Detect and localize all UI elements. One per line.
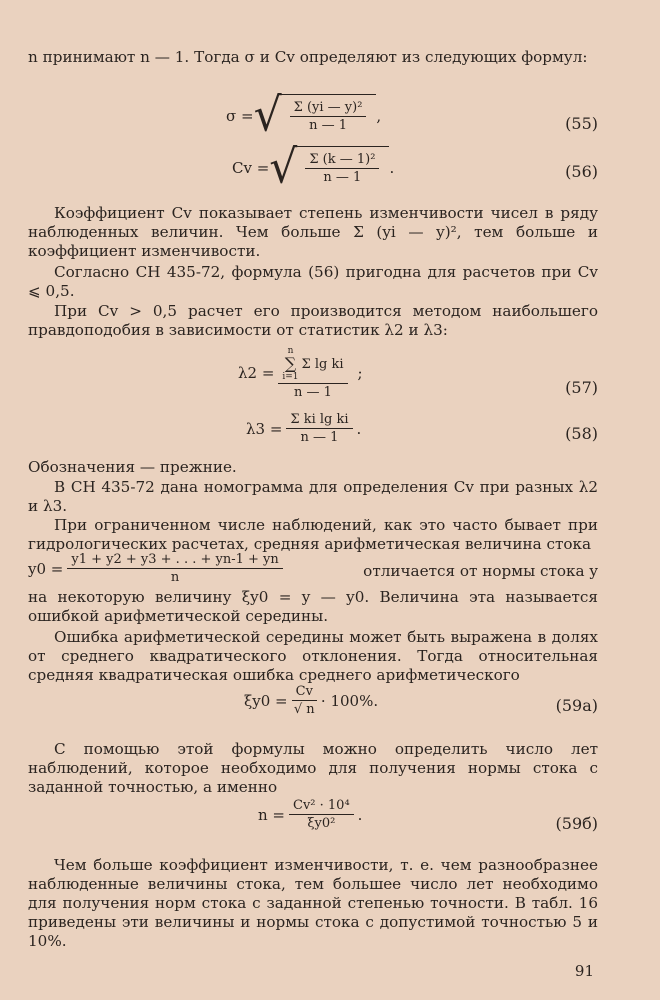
eq58-label: (58) bbox=[565, 424, 598, 443]
formula-y0: y0 = $\frac{y1 + y2 + y3 + . . . + yn-1 + yn}{n}$ bbox=[28, 552, 287, 585]
sqrt: √ $\frac{\text{Σ (yi — y)²}}{n — 1}$ bbox=[254, 94, 377, 138]
eq59a-label: (59a) bbox=[555, 696, 598, 715]
paragraph-differs: отличается от нормы стока y bbox=[363, 562, 598, 580]
eq55-numerator: Σ (yi — y)² bbox=[290, 100, 367, 117]
paragraph-error: на некоторую величину ξy0 = y — y0. Величина эта называется ошибкой арифметической середины. bbox=[28, 588, 598, 625]
paragraph-nomogram: В СН 435-72 дана номограмма для определения Cv при разных λ2 и λ3. bbox=[28, 478, 598, 515]
paragraph-limited-observations: При ограниченном числе наблюдений, как это часто бывает при гидрологических расчетах, средняя арифметическая величина стока bbox=[28, 516, 598, 553]
paragraph-intro: n принимают n — 1. Тогда σ и Cv определяют из следующих формул: bbox=[28, 48, 588, 66]
paragraph-error-fraction: Ошибка арифметической середины может быть выражена в долях от среднего квадратического отклонения. Тогда относительная средняя квадратическая ошибка среднего арифметического bbox=[28, 628, 598, 684]
paragraph-max-likelihood: При Cv > 0,5 расчет его производится методом наибольшего правдоподобия в зависимости от статистик λ2 и λ3: bbox=[28, 302, 598, 339]
formula-56: Cv = √ $\frac{\text{Σ (k — 1)²}}{n — 1}$ . bbox=[232, 140, 395, 195]
paragraph-sn: Согласно СН 435-72, формула (56) пригодна для расчетов при Cv ⩽ 0,5. bbox=[28, 263, 598, 300]
formula-55: σ = √ $\frac{\text{Σ (yi — y)²}}{n — 1}$ , bbox=[226, 88, 382, 143]
formula-57: λ2 = n ∑ i=1 Σ lg ki n — 1 ; bbox=[238, 346, 363, 400]
formula-59a: ξy0 = $\frac{Cv}{√ n}$ · 100%. bbox=[244, 684, 379, 717]
eq56-label: (56) bbox=[565, 162, 598, 181]
paragraph-cv: Коэффициент Cv показывает степень изменчивости чисел в ряду наблюденных величин. Чем больше Σ (yi — y)², тем больше и коэффициент изменчивости. bbox=[28, 204, 598, 260]
paragraph-notation: Обозначения — прежние. bbox=[28, 458, 237, 476]
paragraph-years: С помощью этой формулы можно определить число лет наблюдений, которое необходимо для получения нормы стока с заданной точностью, а именно bbox=[28, 740, 598, 796]
formula-58: λ3 = $\frac{\text{Σ ki lg ki}}{n — 1}$ . bbox=[246, 412, 362, 445]
page-number: 91 bbox=[574, 962, 594, 980]
eq55-lhs: σ = bbox=[226, 107, 254, 125]
eq59b-label: (59б) bbox=[555, 814, 598, 833]
formula-59b: n = $\frac{\text{Cv² · 10⁴}}{\text{ξy0²}}$ . bbox=[258, 798, 363, 831]
sqrt: √ $\frac{\text{Σ (k — 1)²}}{n — 1}$ bbox=[269, 146, 389, 190]
eq57-label: (57) bbox=[565, 378, 598, 397]
eq55-label: (55) bbox=[565, 114, 598, 133]
eq55-denominator: n — 1 bbox=[309, 118, 347, 133]
paragraph-conclusion: Чем больше коэффициент изменчивости, т. е. чем разнообразнее наблюденные величины стока, тем большее число лет необходимо для получения норм стока с заданной степенью точности. В табл. 16 приведены эти величины и нормы стока с допустимой точностью 5 и 10%. bbox=[28, 856, 598, 950]
